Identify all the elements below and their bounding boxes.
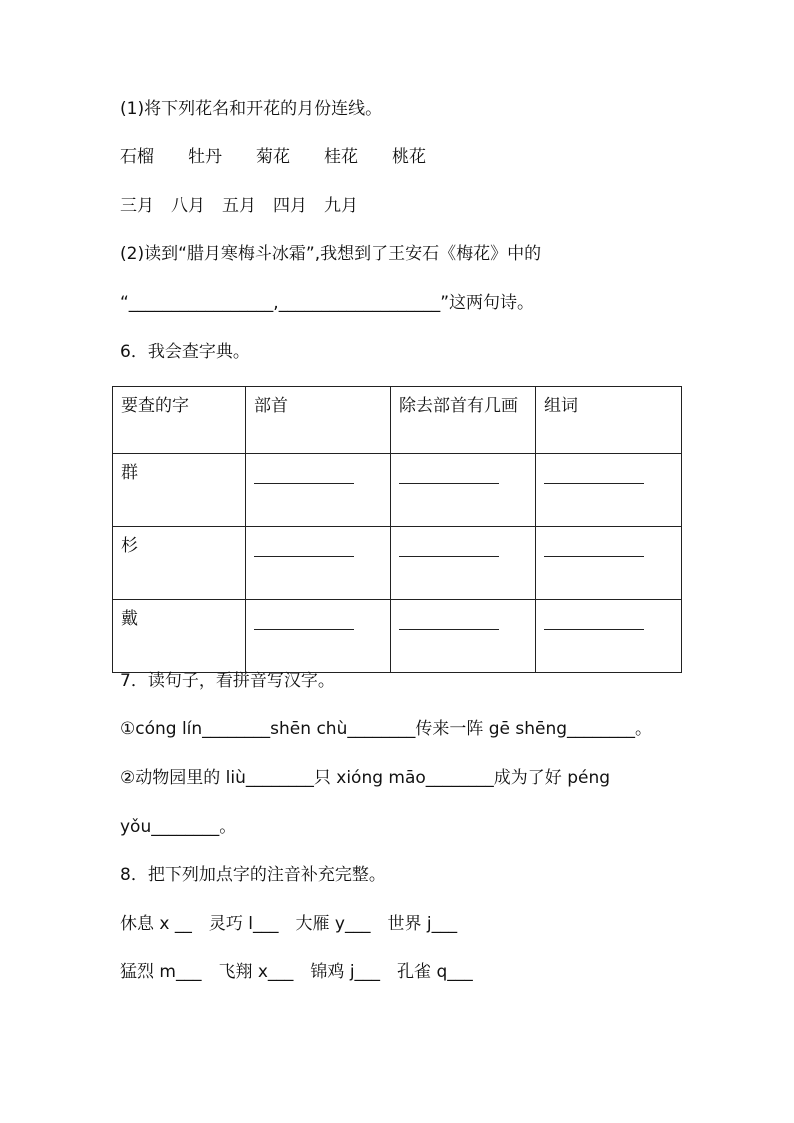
table-header-row: [113, 387, 682, 454]
radical-blank[interactable]: [246, 600, 391, 673]
strokes-blank[interactable]: [391, 527, 536, 600]
q7-sentence-2-cont: yǒu________。: [120, 817, 237, 837]
row-char: 杉: [113, 527, 246, 600]
header-cell-radical: 部首: [246, 387, 391, 454]
table-row: [113, 527, 682, 600]
q5-part2-line1: (2)读到“腊月寒梅斗冰霜”,我想到了王安石《梅花》中的: [120, 244, 542, 264]
word-blank[interactable]: [536, 454, 682, 527]
radical-blank[interactable]: [246, 454, 391, 527]
header-cell-char: 要查的字: [113, 387, 246, 454]
q5-part1-instruction: (1)将下列花名和开花的月份连线。: [120, 99, 383, 119]
q6-title: 6．我会查字典。: [120, 342, 250, 362]
radical-blank[interactable]: [246, 527, 391, 600]
strokes-blank[interactable]: [391, 600, 536, 673]
strokes-blank[interactable]: [391, 454, 536, 527]
q8-pinyin-line-2: 猛烈 m___ 飞翔 x___ 锦鸡 j___ 孔雀 q___: [120, 962, 473, 982]
q7-sentence-1: ①cóng lín________shēn chù________传来一阵 gē shēng________。: [120, 719, 653, 739]
row-char: 群: [113, 454, 246, 527]
table-row: [113, 454, 682, 527]
header-cell-word: 组词: [536, 387, 682, 454]
month-names: 三月 八月 五月 四月 九月: [120, 196, 358, 216]
q5-part2-line2: “_________________,___________________”这两句诗。: [120, 293, 535, 313]
row-char: 戴: [113, 600, 246, 673]
q8-pinyin-line-1: 休息 x __ 灵巧 l___ 大雁 y___ 世界 j___: [120, 914, 458, 934]
q7-title: 7．读句子，看拼音写汉字。: [120, 671, 335, 691]
table-row: [113, 600, 682, 673]
word-blank[interactable]: [536, 527, 682, 600]
dictionary-table: [112, 386, 682, 673]
q7-sentence-2: ②动物园里的 liù________只 xióng māo________成为了好 péng: [120, 768, 611, 788]
q8-title: 8．把下列加点字的注音补充完整。: [120, 865, 386, 885]
flower-names: 石榴 牡丹 菊花 桂花 桃花: [120, 147, 426, 167]
word-blank[interactable]: [536, 600, 682, 673]
header-cell-strokes: 除去部首有几画: [391, 387, 536, 454]
